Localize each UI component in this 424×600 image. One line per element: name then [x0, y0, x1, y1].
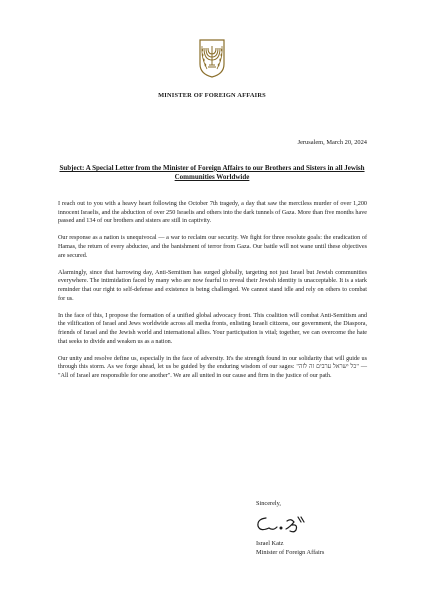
handwritten-signature [254, 513, 308, 535]
subject-line: Subject: A Special Letter from the Minister of Foreign Affairs to our Brothers and Sisters in all Jewish Communities Worldwide [59, 164, 365, 181]
letter-body [58, 200, 367, 389]
date-line: Jerusalem, March 20, 2024 [297, 139, 367, 146]
paragraph-1: I reach out to you with a heavy heart following the October 7th tragedy, a day that saw the merciless murder of over 1,200 innocent Israelis, and the abduction of over 250 Israelis and others into the dark tunnels of Gaza. More than five months have passed and 134 of our brothers and sisters are still in captivity. [58, 201, 367, 225]
paragraph-2: Our response as a nation is unequivocal — a war to reclaim our security. We fight for three resolute goals: the eradication of Hamas, the return of every abductee, and the banishment of terror from Gaza. Our battle will not wane until these objectives are secured. [58, 235, 367, 259]
signer-title: Minister of Foreign Affairs [256, 548, 325, 556]
menorah-emblem-icon [197, 38, 227, 78]
ministry-heading: MINISTER OF FOREIGN AFFAIRS [158, 92, 266, 99]
signer-name: Israel Katz [256, 540, 284, 547]
signature-block [256, 540, 324, 557]
paragraph-3: Alarmingly, since that harrowing day, Anti-Semitism has surged globally, targeting not just Israel but Jewish communities everywhere. The intimidation faced by many who are now fearful to reveal their Jewish identity is unacceptable. It is a stark reminder that our right to self-defense and existence is being challenged. We cannot stand idle and rely on others to combat for us. [58, 269, 367, 302]
paragraph-5: Our unity and resolve define us, especially in the face of adversity. It's the strength found in our solidarity that will guide us through this storm. As we forge ahead, let us be guided by the enduring wisdom of our sages: "כל ישראל ערבים זה לזה" — "All of Israel are responsible for one another". We are all united in our cause and firm in the justice of our path. [58, 355, 367, 379]
paragraph-4: In the face of this, I propose the formation of a unified global advocacy front. This coalition will combat Anti-Semitism and the vilification of Israel and Jews worldwide across all media fronts, enlisting Israeli citizens, our government, the Diaspora, friends of Israel and the Jewish world and international allies. Your participation is vital; together, we can overcome the hate that seeks to divide and weaken us as a nation. [58, 312, 367, 345]
closing: Sincerely, [256, 500, 281, 507]
